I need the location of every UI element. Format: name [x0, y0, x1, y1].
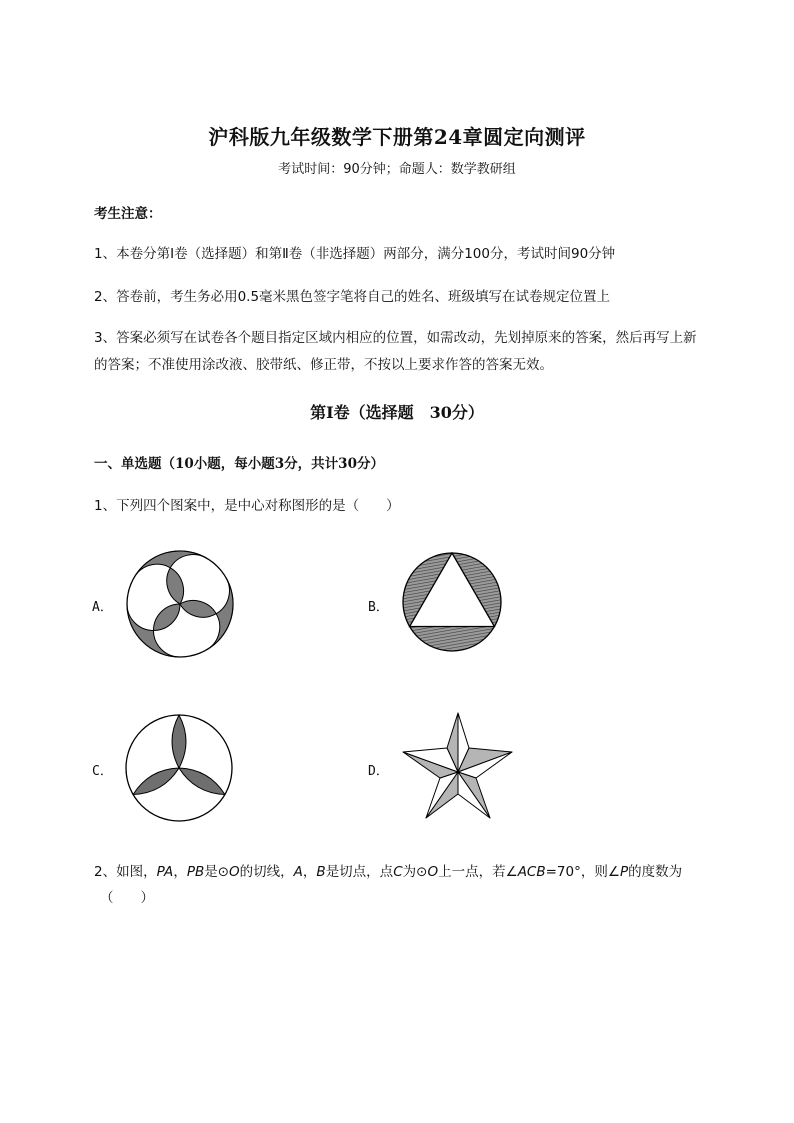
notice-item-3: 3、答案必须写在试卷各个题目指定区域内相应的位置，如需改动，先划掉原来的答案，然后再写上新	[94, 330, 697, 346]
notice-heading: 考生注意：	[94, 206, 162, 222]
part-title: 一、单选题（10小题，每小题3分，共计30分）	[94, 456, 384, 472]
option-c-figure[interactable]	[124, 713, 234, 823]
option-a-figure[interactable]	[125, 549, 235, 659]
exam-info: 考试时间：90分钟；命题人：数学教研组	[278, 162, 516, 177]
question-2-stem: 2、如图，PA，PB是⊙O的切线，A，B是切点，点C为⊙O上一点，若∠ACB=70°，则∠P的度数为	[94, 864, 683, 880]
section-title: 第I卷（选择题 30分）	[310, 403, 484, 422]
question-2-answer-blank: （ ）	[100, 890, 154, 906]
option-a-label[interactable]: A．	[92, 600, 113, 615]
page-title: 沪科版九年级数学下册第24章圆定向测评	[208, 125, 586, 149]
option-b-figure[interactable]	[401, 551, 503, 653]
notice-item-3-cont: 的答案；不准使用涂改液、胶带纸、修正带，不按以上要求作答的答案无效。	[94, 357, 553, 373]
notice-item-2: 2、答卷前，考生务必用0.5毫米黑色签字笔将自己的姓名、班级填写在试卷规定位置上	[94, 289, 611, 305]
option-d-figure[interactable]	[400, 710, 516, 822]
option-d-label[interactable]: D．	[368, 764, 389, 779]
question-1-stem: 1、下列四个图案中，是中心对称图形的是（ ）	[94, 498, 400, 514]
option-b-label[interactable]: B．	[368, 600, 389, 615]
notice-item-1: 1、本卷分第I卷（选择题）和第Ⅱ卷（非选择题）两部分，满分100分，考试时间90分钟	[94, 246, 616, 262]
option-c-label[interactable]: C．	[92, 764, 113, 779]
